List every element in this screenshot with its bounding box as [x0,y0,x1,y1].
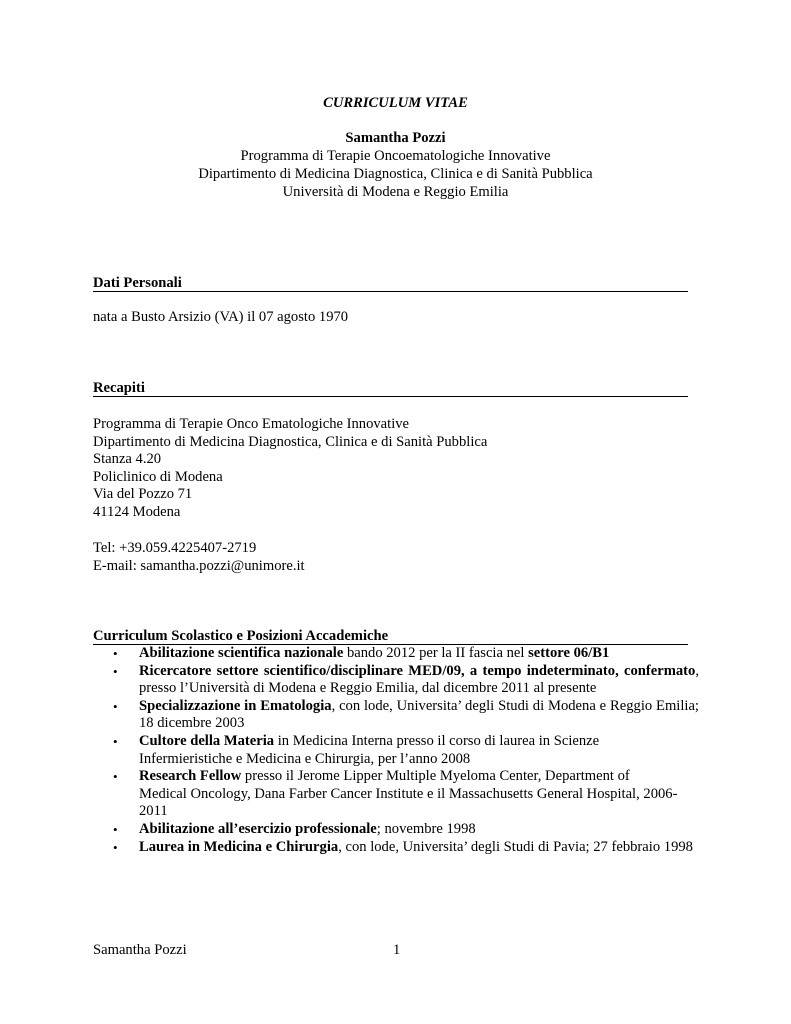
header-affiliation-department: Dipartimento di Medicina Diagnostica, Clinica e di Sanità Pubblica [198,166,593,182]
address-line: Policlinico di Modena [93,468,223,485]
bullet-icon: • [113,733,118,749]
bullet-icon: • [113,821,118,837]
list-item: • Specializzazione in Ematologia, con lode, Universita’ degli Studi di Modena e Reggio Emilia; 18 dicembre 2003 [113,697,699,732]
list-item: • Abilitazione all’esercizio professionale; novembre 1998 [113,820,476,837]
document-title: CURRICULUM VITAE [323,95,468,111]
bullet-icon: • [113,698,118,714]
address-line: Via del Pozzo 71 [93,486,193,503]
address-line: Dipartimento di Medicina Diagnostica, Clinica e di Sanità Pubblica [93,433,488,450]
birth-info: nata a Busto Arsizio (VA) il 07 agosto 1970 [93,309,349,325]
address-line: Programma di Terapie Onco Ematologiche Innovative [93,416,410,432]
address-line: Stanza 4.20 [93,451,162,468]
list-item: • Ricercatore settore scientifico/disciplinare MED/09, a tempo indeterminato, confermato, presso l’Università di Modena e Reggio Emilia, dal dicembre 2011 al presente [113,662,699,697]
list-item: • Research Fellow presso il Jerome Lipper Multiple Myeloma Center, Department of Medical Oncology, Dana Farber Cancer Institute e il Massachusetts General Hospital, 2006-2011 [113,768,678,820]
bullet-icon: • [113,646,118,661]
header-affiliation-program: Programma di Terapie Oncoematologiche Innovative [240,148,551,164]
page-number: 1 [393,942,401,958]
section-heading-dati-personali: Dati Personali [93,275,688,292]
list-item: • Abilitazione scientifica nazionale bando 2012 per la II fascia nel settore 06/B1 [113,645,610,661]
list-item: • Cultore della Materia in Medicina Interna presso il corso di laurea in Scienze Infermieristiche e Medicina e Chirurgia, per l’anno 2008 [113,732,600,767]
address-block [93,416,487,522]
phone-number: Tel: +39.059.4225407-2719 [93,540,257,556]
email-address: E-mail: samantha.pozzi@unimore.it [93,558,305,574]
bullet-icon: • [113,839,118,855]
bullet-icon: • [113,663,118,679]
address-line: 41124 Modena [93,503,181,520]
author-name: Samantha Pozzi [345,130,446,146]
section-heading-recapiti: Recapiti [93,380,688,397]
curriculum-list [93,645,699,856]
header-affiliation-university: Università di Modena e Reggio Emilia [282,184,509,200]
list-item: • Laurea in Medicina e Chirurgia, con lode, Universita’ degli Studi di Pavia; 27 febbraio 1998 [113,838,693,855]
section-heading-curriculum: Curriculum Scolastico e Posizioni Accademiche [93,628,688,645]
bullet-icon: • [113,769,118,785]
footer-author: Samantha Pozzi [93,942,187,958]
